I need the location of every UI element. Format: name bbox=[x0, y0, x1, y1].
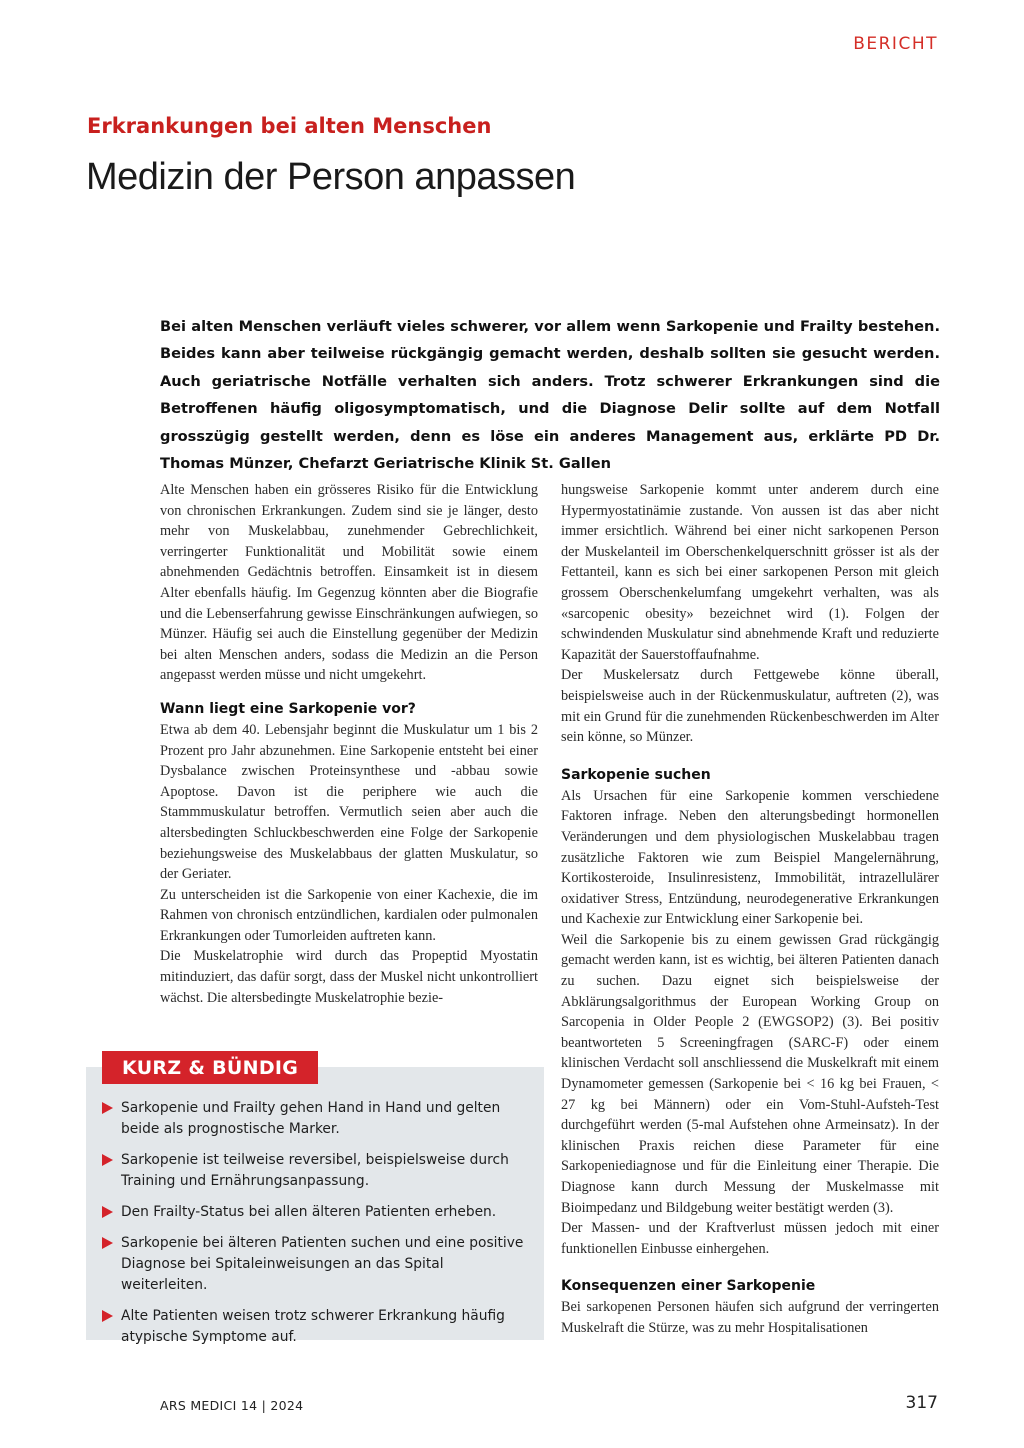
triangle-bullet-icon bbox=[102, 1310, 113, 1322]
body-paragraph: hungsweise Sarkopenie kommt unter anderem durch eine Hypermyostatinämie zustande. Von aussen ist das aber nicht immer ersichtlich. Während bei einer nicht sarkopenen Person der Muskelanteil im Oberschenkelquerschnitt grösser ist als der Fettanteil, kann es sich bei einer sarkopenen Person mit gleich grossem Oberschenkelumfang umgekehrt verhalten, was als «sarcopenic obesity» bezeichnet wird (1). Folgen der schwindenden Muskulatur sind abnehmende Kraft und reduzierte Kapazität der Sauerstoffaufnahme. bbox=[561, 482, 939, 663]
section-heading: Konsequenzen einer Sarkopenie bbox=[561, 1278, 816, 1295]
body-paragraph: Als Ursachen für eine Sarkopenie kommen verschiedene Faktoren infrage. Neben den alterungsbedingt hormonellen Veränderungen und dem physiologischen Muskelabbau tragen zusätzliche Faktoren wie zum Beispiel Mangelernährung, Kortikosteroide, Insulinresistenz, Immobilität, intrazellulärer oxidativer Stress, Entzündung, neurodegenerative Erkrankungen und Kachexie zur Entwicklung einer Sarkopenie bei. bbox=[561, 787, 939, 928]
page-number: 317 bbox=[905, 1393, 938, 1413]
summary-item bbox=[102, 1233, 532, 1296]
triangle-bullet-icon bbox=[102, 1206, 113, 1218]
body-paragraph: Etwa ab dem 40. Lebensjahr beginnt die Muskulatur um 1 bis 2 Prozent pro Jahr abzunehmen. Eine Sarkopenie entsteht bei einer Dysbalance zwischen Proteinsynthese und -abbau sowie Apoptose. Davon ist die periphere wie auch die Stammmuskulatur betroffen. Vermutlich seien aber auch die altersbedingten Schluckbeschwerden eine Folge der Sarkopenie beziehungsweise des Muskelabbaus der glatten Muskulatur, so der Geriater. bbox=[160, 721, 538, 883]
summary-item bbox=[102, 1098, 532, 1140]
body-column-left bbox=[160, 480, 538, 1008]
summary-item-text: Alte Patienten weisen trotz schwerer Erkrankung häufig atypische Symptome auf. bbox=[121, 1308, 505, 1345]
section-heading: Sarkopenie suchen bbox=[561, 766, 711, 783]
summary-item-text: Den Frailty-Status bei allen älteren Patienten erheben. bbox=[121, 1204, 497, 1220]
summary-item-text: Sarkopenie bei älteren Patienten suchen und eine positive Diagnose bei Spitaleinweisungen an das Spital weiterleiten. bbox=[121, 1235, 524, 1293]
summary-item-text: Sarkopenie und Frailty gehen Hand in Hand und gelten beide als prognostische Marker. bbox=[121, 1100, 501, 1137]
triangle-bullet-icon bbox=[102, 1154, 113, 1166]
triangle-bullet-icon bbox=[102, 1237, 113, 1249]
body-paragraph: Die Muskelatrophie wird durch das Propeptid Myostatin mitinduziert, das dafür sorgt, dass der Muskel nicht unkontrolliert wächst. Die altersbedingte Muskelatrophie bezie- bbox=[160, 948, 538, 1006]
article-kicker: Erkrankungen bei alten Menschen bbox=[87, 114, 492, 138]
summary-item bbox=[102, 1150, 532, 1192]
triangle-bullet-icon bbox=[102, 1102, 113, 1114]
body-paragraph: Zu unterscheiden ist die Sarkopenie von einer Kachexie, die im Rahmen von chronisch entzündlichen, kardialen oder pulmonalen Erkrankungen oder Tumorleiden auftreten kann. bbox=[160, 886, 538, 944]
journal-issue: ARS MEDICI 14 | 2024 bbox=[160, 1398, 304, 1413]
summary-item bbox=[102, 1306, 532, 1348]
body-column-right bbox=[561, 480, 939, 1339]
article-title: Medizin der Person anpassen bbox=[86, 156, 576, 198]
summary-item bbox=[102, 1202, 532, 1223]
body-paragraph: Bei sarkopenen Personen häufen sich aufgrund der verringerten Muskelraft die Stürze, was zu mehr Hospitalisationen bbox=[561, 1299, 939, 1336]
section-heading: Wann liegt eine Sarkopenie vor? bbox=[160, 700, 416, 717]
section-label: BERICHT bbox=[853, 34, 938, 54]
body-paragraph: Der Massen- und der Kraftverlust müssen jedoch mit einer funktionellen Einbusse einhergehen. bbox=[561, 1220, 939, 1257]
body-paragraph: Weil die Sarkopenie bis zu einem gewissen Grad rückgängig gemacht werden kann, ist es wichtig, bei älteren Patienten danach zu suchen. Dazu eignet sich beispielsweise der Abklärungsalgorithmus der European Working Group on Sarcopenia in Older People 2 (EWGSOP2) (3). Bei positiv beantworteten 5 Screeningfragen (SARC-F) oder einem klinischen Verdacht soll anschliessend die Muskelkraft mit einem Dynamometer gemessen (Sarkopenie bei < 16 kg bei Frauen, < 27 kg bei Männern) oder ein Vom-Stuhl-Aufsteh-Test durchgeführt werden (5-mal Aufstehen ohne Armeinsatz). In der klinischen Praxis reichen diese Parameter für eine Sarkopeniediagnose und für die Einleitung einer Therapie. Die Diagnose kann durch Messung der Muskelmasse mit Bioimpedanz und Bildgebung weiter bestätigt werden (3). bbox=[561, 931, 939, 1216]
body-paragraph: Alte Menschen haben ein grösseres Risiko für die Entwicklung von chronischen Erkrankungen. Zudem sind sie je länger, desto mehr von Muskelabbau, zunehmender Gebrechlichkeit, verringerter Funktionalität und Mobilität sowie einem abnehmenden Gedächtnis betroffen. Einsamkeit ist in diesem Alter ebenfalls häufig. Im Gegenzug könnten aber die Biografie und die Lebenserfahrung gewisse Einschränkungen aufwiegen, so Münzer. Häufig sei auch die Einstellung gegenüber der Medizin bei alten Menschen anders, sodass die Medizin an die Person angepasst werden müsse und nicht umgekehrt. bbox=[160, 482, 538, 684]
summary-box-title: KURZ & BÜNDIG bbox=[102, 1051, 318, 1084]
body-paragraph: Der Muskelersatz durch Fettgewebe könne überall, beispielsweise auch in der Rückenmuskulatur, auftreten (2), was mit ein Grund für die zunehmenden Rückenbeschwerden im Alter sein könne, so Münzer. bbox=[561, 667, 939, 746]
article-lead: Bei alten Menschen verläuft vieles schwerer, vor allem wenn Sarkopenie und Frailty bestehen. Beides kann aber teilweise rückgängig gemacht werden, deshalb sollten sie gesucht werden. Auch geriatrische Notfälle verhalten sich anders. Trotz schwerer Erkrankungen sind die Betroffenen häufig oligosymptomatisch, und die Diagnose Delir sollte auf dem Notfall grosszügig gestellt werden, denn es löse ein anderes Management aus, erklärte PD Dr. Thomas Münzer, Chefarzt Geriatrische Klinik St. Gallen bbox=[160, 318, 940, 473]
summary-item-text: Sarkopenie ist teilweise reversibel, beispielsweise durch Training und Ernährungsanpassung. bbox=[121, 1152, 509, 1189]
summary-list bbox=[102, 1098, 532, 1358]
